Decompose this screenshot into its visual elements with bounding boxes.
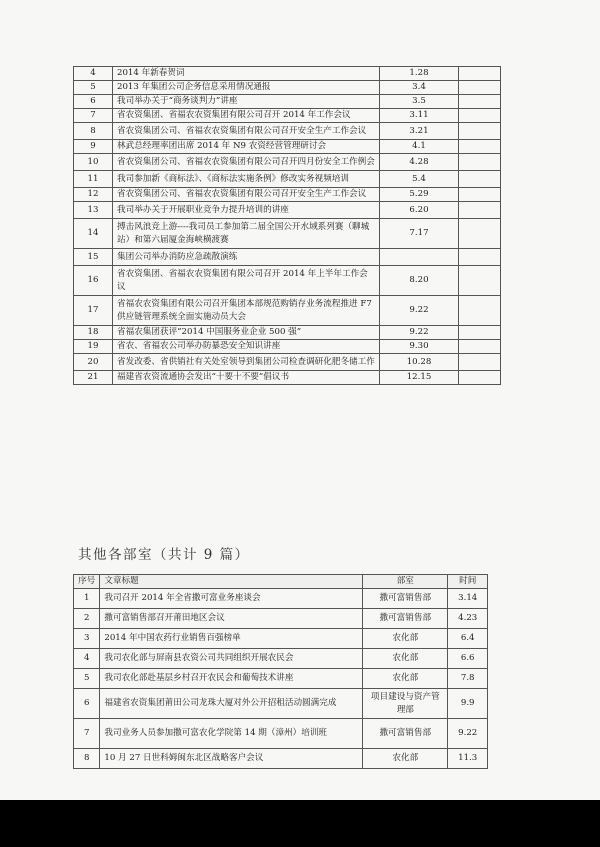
row-blank [459, 219, 501, 249]
table-row [74, 219, 501, 249]
header-date: 时间 [448, 575, 488, 589]
table-row [74, 296, 501, 326]
row-title: 省农资集团公司、省福农农资集团有限公司召开安全生产工作会议 [113, 188, 380, 202]
section-title: 其他各部室（共计 9 篇） [78, 547, 250, 563]
row-date: 6.20 [380, 202, 459, 219]
table-row [74, 188, 501, 202]
table-header-row [74, 575, 488, 589]
row-title: 10 月 27 日世科姆闽东北区战略客户会议 [100, 749, 363, 769]
row-number: 7 [74, 109, 113, 123]
row-date: 6.6 [448, 649, 488, 669]
row-title: 我司农化部与屏南县农资公司共同组织开展农民会 [100, 649, 363, 669]
row-title: 撒可富销售部召开莆田地区会议 [100, 609, 363, 629]
header-title: 文章标题 [100, 575, 363, 589]
row-blank [459, 171, 501, 188]
table-row [74, 123, 501, 140]
row-date: 5.29 [380, 188, 459, 202]
row-number: 18 [74, 326, 113, 340]
row-number: 13 [74, 202, 113, 219]
table-row [74, 154, 501, 171]
row-title: 2014 年中国农药行业销售百强榜单 [100, 629, 363, 649]
row-date: 9.22 [380, 296, 459, 326]
row-blank [459, 123, 501, 140]
row-number: 19 [74, 340, 113, 354]
row-number: 6 [74, 95, 113, 109]
row-no: 4 [74, 649, 100, 669]
row-number: 14 [74, 219, 113, 249]
table-row [74, 202, 501, 219]
row-date: 3.14 [448, 589, 488, 609]
row-blank [459, 81, 501, 95]
row-number: 11 [74, 171, 113, 188]
row-title: 省福农农资集团有限公司召开集团本部规范购销存业务流程推进 F7 供应链管理系统全面实施动员大会 [113, 296, 380, 326]
row-blank [459, 67, 501, 81]
row-title: 我司参加新《商标法》、《商标法实施条例》修改实务视频培训 [113, 171, 380, 188]
row-title: 省农资集团、省福农农资集团有限公司召开 2014 年上半年工作会议 [113, 266, 380, 296]
row-blank [459, 202, 501, 219]
row-no: 3 [74, 629, 100, 649]
table-row [74, 140, 501, 154]
table-row [74, 371, 501, 385]
row-date: 10.28 [380, 354, 459, 371]
row-date: 8.20 [380, 266, 459, 296]
header-dept: 部室 [363, 575, 448, 589]
table-row [74, 326, 501, 340]
row-date [380, 249, 459, 266]
row-no: 1 [74, 589, 100, 609]
table-row [74, 669, 488, 689]
article-table-departments [73, 574, 488, 769]
row-no: 2 [74, 609, 100, 629]
table-row [74, 109, 501, 123]
row-number: 5 [74, 81, 113, 95]
row-title: 我司举办关于“商务谈判力”讲座 [113, 95, 380, 109]
row-title: 省农资集团公司、省福农农资集团有限公司召开安全生产工作会议 [113, 123, 380, 140]
table-row [74, 589, 488, 609]
scan-bottom-border [0, 800, 600, 847]
row-date: 11.3 [448, 749, 488, 769]
row-dept: 撒可富销售部 [363, 589, 448, 609]
row-date: 3.11 [380, 109, 459, 123]
row-title: 省农资集团公司、省福农农资集团有限公司召开四月份安全工作例会 [113, 154, 380, 171]
row-number: 17 [74, 296, 113, 326]
row-title: 省农、省福农公司举办防暴恐安全知识讲座 [113, 340, 380, 354]
row-title: 集团公司举办消防应急疏散演练 [113, 249, 380, 266]
row-dept: 撒可富销售部 [363, 719, 448, 749]
table-row [74, 354, 501, 371]
row-blank [459, 296, 501, 326]
row-title: 福建省农资集团莆田公司龙珠大厦对外公开招租活动圆满完成 [100, 689, 363, 719]
table-row [74, 81, 501, 95]
row-title: 林武总经理率团出席 2014 年 N9 农资经营管理研讨会 [113, 140, 380, 154]
row-number: 12 [74, 188, 113, 202]
row-dept: 农化部 [363, 629, 448, 649]
row-date: 3.5 [380, 95, 459, 109]
row-blank [459, 266, 501, 296]
row-blank [459, 188, 501, 202]
table-row [74, 629, 488, 649]
row-date: 3.21 [380, 123, 459, 140]
row-date: 7.17 [380, 219, 459, 249]
row-title: 省福农集团获评“2014 中国服务业企业 500 强” [113, 326, 380, 340]
table-row [74, 609, 488, 629]
row-title: 我司农化部赴基层乡村召开农民会和葡萄技术讲座 [100, 669, 363, 689]
row-number: 4 [74, 67, 113, 81]
row-blank [459, 340, 501, 354]
row-number: 10 [74, 154, 113, 171]
row-date: 9.9 [448, 689, 488, 719]
row-title: 我司召开 2014 年全省撒可富业务座谈会 [100, 589, 363, 609]
row-title: 福建省农资流通协会发出“十要十不要”倡议书 [113, 371, 380, 385]
table-row [74, 67, 501, 81]
row-blank [459, 109, 501, 123]
row-dept: 撒可富销售部 [363, 609, 448, 629]
row-dept: 农化部 [363, 669, 448, 689]
row-date: 7.8 [448, 669, 488, 689]
row-date: 6.4 [448, 629, 488, 649]
table-row [74, 689, 488, 719]
table-row [74, 171, 501, 188]
row-blank [459, 154, 501, 171]
table-row [74, 719, 488, 749]
row-dept: 农化部 [363, 749, 448, 769]
row-title: 省农资集团、省福农农资集团有限公司召开 2014 年工作会议 [113, 109, 380, 123]
row-date: 4.28 [380, 154, 459, 171]
row-date: 4.23 [448, 609, 488, 629]
row-title: 我司举办关于开展职业竞争力提升培训的讲座 [113, 202, 380, 219]
row-dept: 项目建设与资产管理部 [363, 689, 448, 719]
header-no: 序号 [74, 575, 100, 589]
row-number: 8 [74, 123, 113, 140]
row-date: 3.4 [380, 81, 459, 95]
table-row [74, 340, 501, 354]
row-title: 2014 年新春贺词 [113, 67, 380, 81]
row-date: 9.30 [380, 340, 459, 354]
row-blank [459, 371, 501, 385]
row-title: 搏击风浪竞上游----我司员工参加第二届全国公开水域系列赛（聊城站）和第六届厦金海峡横渡赛 [113, 219, 380, 249]
table-row [74, 266, 501, 296]
row-blank [459, 326, 501, 340]
row-no: 6 [74, 689, 100, 719]
row-number: 21 [74, 371, 113, 385]
row-dept: 农化部 [363, 649, 448, 669]
row-title: 省发改委、省供销社有关处室领导到集团公司检查调研化肥冬储工作 [113, 354, 380, 371]
row-number: 9 [74, 140, 113, 154]
row-number: 20 [74, 354, 113, 371]
row-date: 1.28 [380, 67, 459, 81]
table-row [74, 749, 488, 769]
row-no: 7 [74, 719, 100, 749]
row-number: 16 [74, 266, 113, 296]
row-blank [459, 354, 501, 371]
row-date: 5.4 [380, 171, 459, 188]
table-row [74, 95, 501, 109]
row-title: 2013 年集团公司企务信息采用情况通报 [113, 81, 380, 95]
table-row [74, 649, 488, 669]
row-date: 12.15 [380, 371, 459, 385]
article-table-main [73, 66, 501, 385]
row-number: 15 [74, 249, 113, 266]
row-no: 5 [74, 669, 100, 689]
row-blank [459, 95, 501, 109]
row-date: 9.22 [448, 719, 488, 749]
row-blank [459, 140, 501, 154]
table-row [74, 249, 501, 266]
row-no: 8 [74, 749, 100, 769]
row-blank [459, 249, 501, 266]
row-date: 4.1 [380, 140, 459, 154]
row-title: 我司业务人员参加撒可富农化学院第 14 期（漳州）培训班 [100, 719, 363, 749]
row-date: 9.22 [380, 326, 459, 340]
